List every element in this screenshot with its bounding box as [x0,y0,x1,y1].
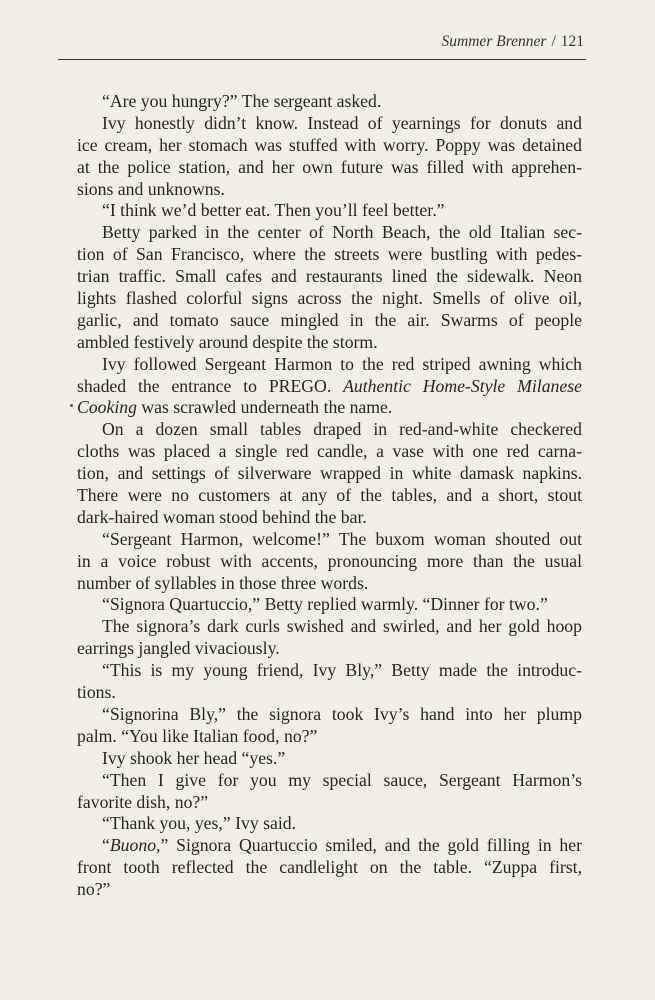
text-line: “I think we’d better eat. Then you’ll feel better.” [102,200,445,221]
text-line: “Sergeant Harmon, welcome!” The buxom woman shouted out [102,528,582,549]
text-line: “Then I give for you my special sauce, Sergeant Harmon’s [102,769,582,790]
text-line: no?” [77,879,111,900]
text-line: “Are you hungry?” The sergeant asked. [102,91,382,111]
text-line: tion, and settings of silverware wrapped in white damask napkins. [77,463,582,484]
text-line: On a dozen small tables draped in red-and-white checkered [102,419,582,440]
text-line: “Thank you, yes,” Ivy said. [102,813,297,834]
text-line: palm. “You like Italian food, no?” [77,725,318,746]
text-line: ambled festively around despite the storm. [77,331,378,352]
text-line: front tooth reflected the candlelight on the table. “Zuppa first, [77,857,582,878]
body-text [77,91,582,901]
text-line: in a voice robust with accents, pronouncing more than the usual [77,550,582,571]
text-line: earrings jangled vivaciously. [77,638,280,659]
text-line: Ivy shook her head “yes.” [102,747,286,768]
text-line: number of syllables in those three words. [77,572,369,593]
text-line: favorite dish, no?” [77,791,209,812]
text-line: “Signora Quartuccio,” Betty replied warmly. “Dinner for two.” [102,594,548,615]
header-rule [58,59,586,60]
running-title: Summer Brenner [441,33,547,50]
text-line: “Buono,” Signora Quartuccio smiled, and the gold filling in her [102,835,582,856]
text-line: ice cream, her stomach was stuffed with worry. Poppy was detained [77,134,582,155]
page-number: 121 [560,33,584,50]
text-line: Cooking was scrawled underneath the name. [77,397,393,418]
text-line: cloths was placed a single red candle, a vase with one red carna- [77,441,582,462]
text-line: sions and unknowns. [77,178,225,199]
text-line: at the police station, and her own future was filled with apprehen- [77,156,582,177]
text-line: Ivy followed Sergeant Harmon to the red striped awning which [102,353,582,374]
running-head [60,33,584,51]
text-line: “Signorina Bly,” the signora took Ivy’s hand into her plump [102,703,582,724]
text-line: Ivy honestly didn’t know. Instead of yearnings for donuts and [102,112,582,133]
text-line: tions. [77,682,116,703]
text-line: The signora’s dark curls swished and swirled, and her gold hoop [102,616,582,637]
text-line: There were no customers at any of the tables, and a short, stout [77,485,582,506]
margin-speck [70,404,73,407]
text-line: Betty parked in the center of North Beach, the old Italian sec- [102,222,582,243]
text-line: dark-haired woman stood behind the bar. [77,506,367,527]
text-line: “This is my young friend, Ivy Bly,” Betty made the introduc- [102,660,582,681]
text-line: tion of San Francisco, where the streets were bustling with pedes- [77,244,582,265]
text-line: shaded the entrance to PREGO. Authentic Home-Style Milanese [77,375,582,396]
header-separator: / [551,33,556,50]
text-line: lights flashed colorful signs across the night. Smells of olive oil, [77,288,582,309]
text-line: garlic, and tomato sauce mingled in the air. Swarms of people [77,309,582,330]
text-line: trian traffic. Small cafes and restaurants lined the sidewalk. Neon [77,266,582,287]
